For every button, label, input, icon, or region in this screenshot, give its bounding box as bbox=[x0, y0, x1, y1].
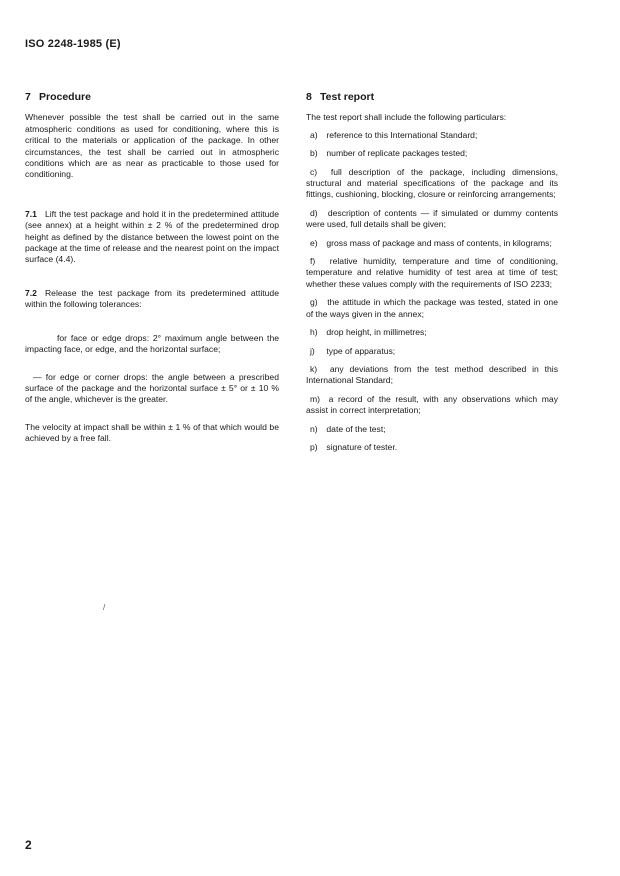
list-item bbox=[306, 208, 558, 231]
list-item bbox=[306, 130, 558, 141]
right-column bbox=[306, 92, 558, 460]
list-item bbox=[306, 346, 558, 357]
section-title: Procedure bbox=[39, 91, 91, 103]
list-item-label: e) bbox=[310, 237, 318, 248]
list-item-text: gross mass of package and mass of contents, in kilograms; bbox=[326, 237, 552, 248]
list-item bbox=[306, 424, 558, 435]
list-item-text: a record of the result, with any observations which may assist in correct interpretation; bbox=[306, 393, 559, 416]
standard-header: ISO 2248-1985 (E) bbox=[25, 38, 121, 50]
clause-number: 7.2 bbox=[25, 287, 37, 298]
list-item bbox=[306, 167, 558, 201]
clause-text: Lift the test package and hold it in the predetermined attitude (see annex) at a height within ± 2 % of the predetermined drop height as defined by the distance between the lowest point on the package at the time of release and the nearest point on the impact surface (4.4). bbox=[25, 208, 279, 265]
section-title: Test report bbox=[320, 91, 375, 103]
velocity-statement: The velocity at impact shall be within ± 1 % of that which would be achieved by a free fall. bbox=[25, 421, 279, 444]
list-item-label: m) bbox=[310, 393, 321, 404]
list-item bbox=[306, 394, 558, 417]
list-item-label: d) bbox=[310, 207, 318, 218]
list-item-label: n) bbox=[310, 423, 318, 434]
clause-7-2 bbox=[25, 288, 279, 311]
list-item-text: drop height, in millimetres; bbox=[326, 327, 427, 338]
list-item bbox=[306, 364, 558, 387]
list-item-text: the attitude in which the package was tested, stated in one of the ways given in the annex; bbox=[306, 297, 558, 319]
report-particulars-list bbox=[306, 130, 558, 454]
list-item-text: reference to this International Standard; bbox=[326, 129, 478, 140]
list-item-text: any deviations from the test method described in this International Standard; bbox=[306, 363, 558, 386]
list-item-label: h) bbox=[310, 327, 318, 338]
section-8-heading bbox=[306, 92, 558, 103]
list-item-text: signature of tester. bbox=[326, 441, 398, 452]
list-item-label: a) bbox=[310, 129, 318, 140]
list-item-text: number of replicate packages tested; bbox=[326, 148, 468, 159]
report-intro: The test report shall include the following particulars: bbox=[306, 112, 507, 123]
list-item-text: description of contents — if simulated or dummy contents were used, full details shall be given; bbox=[306, 207, 558, 230]
list-item bbox=[306, 442, 558, 453]
page-number: 2 bbox=[25, 838, 32, 852]
list-item bbox=[306, 148, 558, 159]
list-item-text: relative humidity, temperature and time of conditioning, temperature and relative humidity of test area at time of test; whether these values comply with the requirements of ISO 2233; bbox=[306, 256, 559, 289]
list-item-text: type of apparatus; bbox=[326, 345, 396, 356]
section-number: 8 bbox=[306, 91, 312, 103]
list-item-label: p) bbox=[310, 441, 318, 452]
list-item-label: g) bbox=[310, 297, 318, 308]
left-column bbox=[25, 92, 279, 445]
tolerance-face-edge: for face or edge drops: 2° maximum angle between the impacting face, or edge, and the horizontal surface; bbox=[25, 332, 279, 355]
list-item-label: k) bbox=[310, 363, 318, 374]
stray-mark: / bbox=[103, 603, 106, 612]
clause-text: Release the test package from its predetermined attitude within the following tolerances: bbox=[25, 287, 279, 310]
procedure-intro: Whenever possible the test shall be carried out in the same atmospheric conditions as used for conditioning, where this is critical to the materials or application of the package. In other circumstances, the test shall be carried out in atmospheric conditions which are as near as practicable to those used for conditioning. bbox=[25, 112, 279, 180]
list-item bbox=[306, 327, 558, 338]
list-item-label: c) bbox=[310, 166, 318, 177]
list-item-text: full description of the package, including dimensions, structural and material specifications of the package and its fittings, cushioning, blocking, closure or reinforcing arrangements; bbox=[306, 166, 558, 200]
section-number: 7 bbox=[25, 91, 31, 103]
list-item bbox=[306, 297, 558, 320]
list-item-label: f) bbox=[310, 256, 316, 267]
list-item-label: j) bbox=[310, 345, 315, 356]
list-item bbox=[306, 256, 558, 290]
tolerance-edge-corner: — for edge or corner drops: the angle between a prescribed surface of the package and the horizontal surface ± 5° or ± 10 % of the angle, whichever is the greater. bbox=[25, 371, 279, 405]
list-item bbox=[306, 238, 558, 249]
list-item-text: date of the test; bbox=[326, 423, 386, 434]
list-item-label: b) bbox=[310, 148, 318, 159]
clause-number: 7.1 bbox=[25, 208, 37, 219]
clause-7-1 bbox=[25, 209, 279, 266]
section-7-heading bbox=[25, 92, 279, 103]
